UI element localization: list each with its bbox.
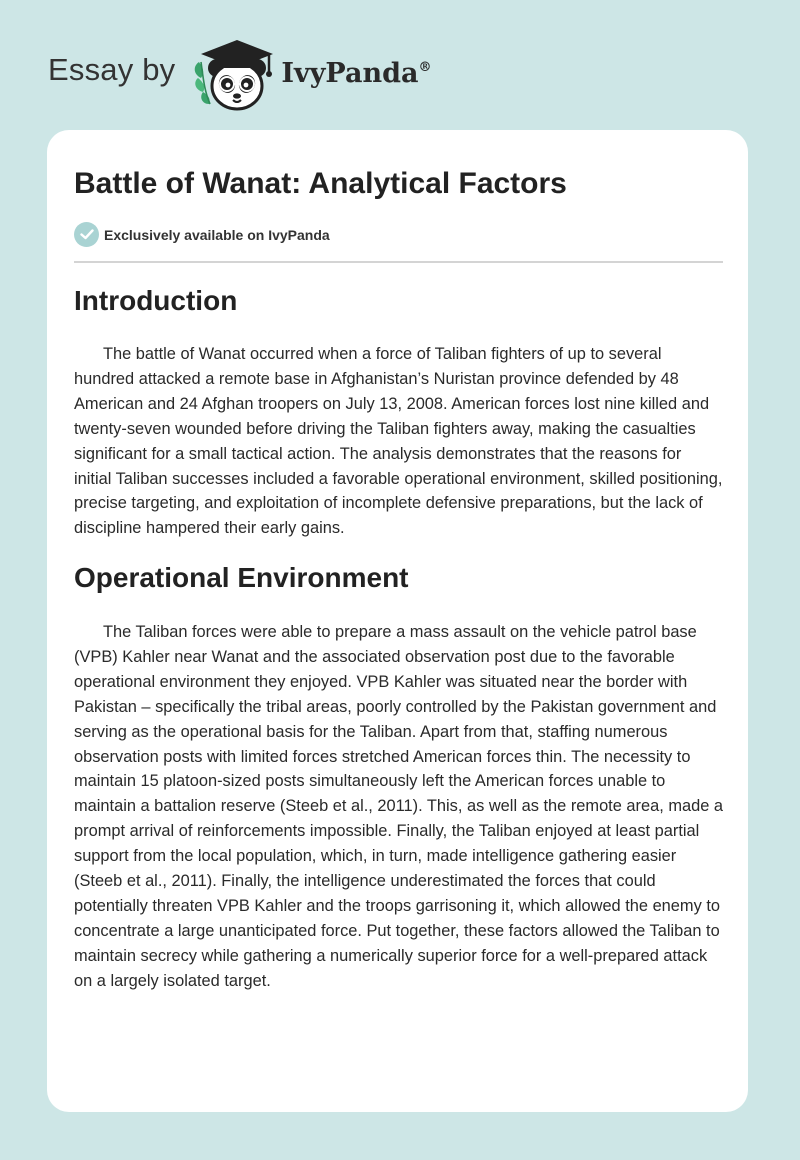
section-paragraph-operational-environment: The Taliban forces were able to prepare a mass assault on the vehicle patrol base (VPB) Kahler near Wanat and the associated observation post due to the favorable operational environment they enjoyed. VPB Kahler was situated near the border with Pakistan – specifically the tribal areas, poorly controlled by the Pakistan government and serving as the operational basis for the Taliban. Apart from that, staffing numerous observation posts with limited forces stretched American forces thin. The necessity to maintain 15 platoon-sized posts simultaneously left the American forces unable to maintain a battalion reserve (Steeb et al., 2011). This, as well as the remote area, made a prompt arrival of reinforcements impossible. Finally, the Taliban enjoyed at least partial support from the local population, which, in turn, made intelligence gathering easier (Steeb et al., 2011). Finally, the intelligence underestimated the forces that could potentially threaten VPB Kahler and the troops garrisoning it, which allowed the enemy to concentrate a large unanticipated force. Put together, these factors allowed the Taliban to maintain secrecy while gathering a numerically superior force for a well-prepared attack on a largely isolated target. bbox=[74, 623, 723, 990]
section-paragraph-introduction: The battle of Wanat occurred when a force of Taliban fighters of up to several hundred attacked a remote base in Afghanistan’s Nuristan province defended by 48 American and 24 Afghan troopers on July 13, 2008. American forces lost nine killed and twenty-seven wounded before driving the Taliban fighters away, making the casualties significant for a small tactical action. The analysis demonstrates that the reasons for initial Taliban successes included a favorable operational environment, skilled positioning, precise targeting, and exploitation of incomplete defensive preparations, but the lack of discipline hampered their early gains. bbox=[74, 345, 723, 538]
title-divider bbox=[74, 261, 723, 263]
checkmark-icon bbox=[74, 222, 99, 247]
essay-card bbox=[47, 130, 748, 1112]
exclusive-badge bbox=[74, 222, 330, 247]
brand-name: IvyPanda® bbox=[281, 57, 432, 89]
panda-logo-icon[interactable] bbox=[189, 34, 277, 114]
section-heading-operational-environment: Operational Environment bbox=[74, 562, 409, 593]
site-header bbox=[48, 34, 431, 114]
essay-title: Battle of Wanat: Analytical Factors bbox=[74, 167, 567, 200]
registered-mark: ® bbox=[418, 59, 432, 75]
essay-by-label: Essay by bbox=[48, 52, 176, 87]
badge-label: Exclusively available on IvyPanda bbox=[104, 226, 330, 243]
section-heading-introduction: Introduction bbox=[74, 285, 238, 316]
